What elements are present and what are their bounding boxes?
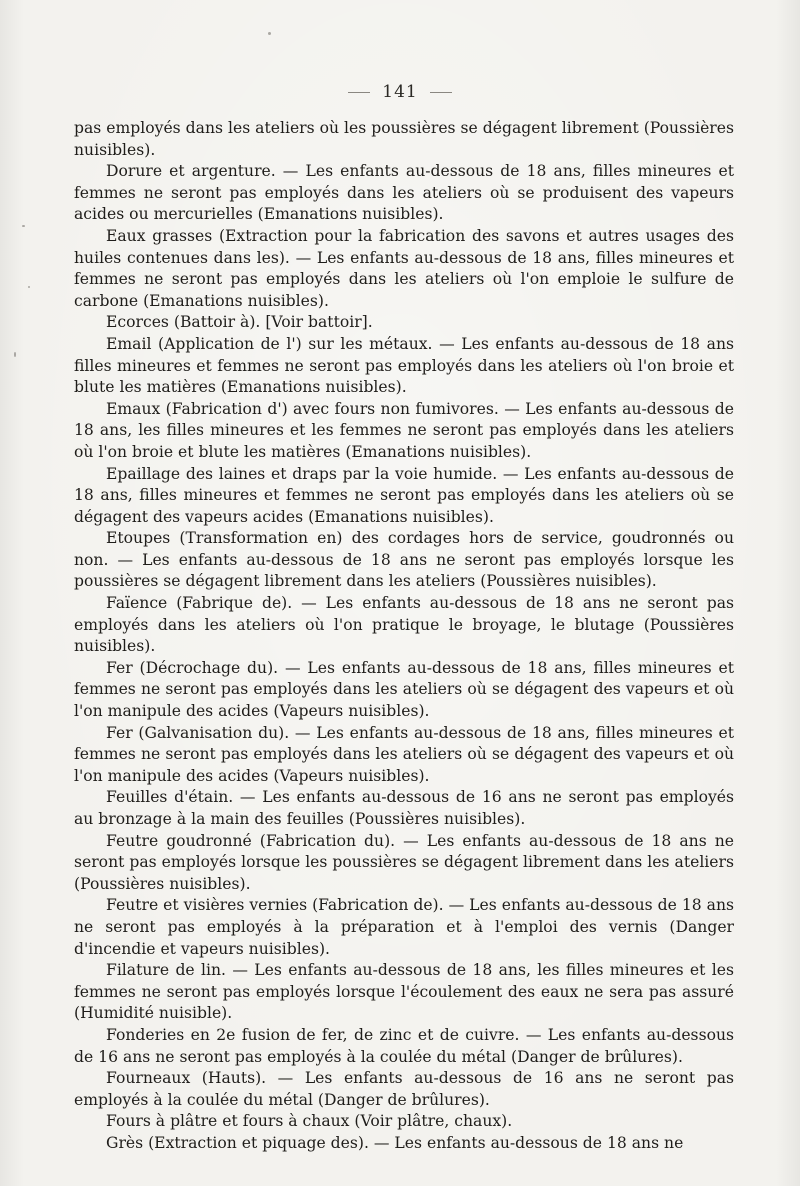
paragraph: Dorure et argenture. — Les enfants au-dessous de 18 ans, filles mineures et femmes ne seront pas employés dans les ateliers où se produisent des vapeurs acides ou mercurielles (Emanations nuisibles). [74,162,734,224]
page-body [74,118,734,1155]
paragraph: Faïence (Fabrique de). — Les enfants au-dessous de 18 ans ne seront pas employés dans les ateliers où l'on pratique le broyage, le blutage (Poussières nuisibles). [74,594,734,656]
paragraph: Fourneaux (Hauts). — Les enfants au-dessous de 16 ans ne seront pas employés à la coulée du métal (Danger de brûlures). [74,1069,734,1109]
paragraph: Epaillage des laines et draps par la voie humide. — Les enfants au-dessous de 18 ans, filles mineures et femmes ne seront pas employés dans les ateliers où se dégagent des vapeurs acides (Emanations nuisibles). [74,464,734,526]
paragraph: Filature de lin. — Les enfants au-dessous de 18 ans, les filles mineures et les femmes ne seront pas employés lorsque l'écoulement des eaux ne sera pas assuré (Humidité nuisible). [74,961,734,1023]
page-number-dash-left [348,92,370,93]
paper-speck [28,286,30,288]
paragraph: Fours à plâtre et fours à chaux (Voir plâtre, chaux). [106,1112,513,1131]
paragraph: pas employés dans les ateliers où les poussières se dégagent librement (Poussières nuisibles). [74,119,734,159]
paper-speck [14,352,16,357]
paragraph: Emaux (Fabrication d') avec fours non fumivores. — Les enfants au-dessous de 18 ans, les filles mineures et les femmes ne seront pas employés dans les ateliers où l'on broie et blute les matières (Emanations nuisibles). [74,399,734,461]
paragraph: Ecorces (Battoir à). [Voir battoir]. [106,313,373,332]
paragraph: Feutre et visières vernies (Fabrication de). — Les enfants au-dessous de 18 ans ne seront pas employés à la préparation et à l'emploi des vernis (Danger d'incendie et vapeurs nuisibles). [74,896,734,958]
page-number-dash-right [430,92,452,93]
paragraph: Feutre goudronné (Fabrication du). — Les enfants au-dessous de 18 ans ne seront pas employés lorsque les poussières se dégagent librement dans les ateliers (Poussières nuisibles). [74,831,734,893]
paper-speck [22,225,25,227]
page-number-text: 141 [382,82,418,102]
paragraph: Fer (Décrochage du). — Les enfants au-dessous de 18 ans, filles mineures et femmes ne seront pas employés dans les ateliers où se dégagent des vapeurs et où l'on manipule des acides (Vapeurs nuisibles). [74,658,734,721]
paragraph: Feuilles d'étain. — Les enfants au-dessous de 16 ans ne seront pas employés au bronzage à la main des feuilles (Poussières nuisibles). [74,788,734,828]
paragraph: Email (Application de l') sur les métaux. — Les enfants au-dessous de 18 ans filles mineures et femmes ne seront pas employés dans les ateliers où l'on broie et blute les matières (Emanations nuisibles). [74,334,734,397]
paragraph: Eaux grasses (Extraction pour la fabrication des savons et autres usages des huiles contenues dans les). — Les enfants au-dessous de 18 ans, filles mineures et femmes ne seront pas employés dans les ateliers où l'on emploie le sulfure de carbone (Emanations nuisibles). [74,226,734,310]
paragraph: Grès (Extraction et piquage des). — Les enfants au-dessous de 18 ans ne [106,1133,684,1152]
paper-speck [268,32,271,35]
paragraph: Etoupes (Transformation en) des cordages hors de service, goudronnés ou non. — Les enfants au-dessous de 18 ans ne seront pas employés lorsque les poussières se dégagent librement dans les ateliers (Poussières nuisibles). [74,529,734,591]
paragraph: Fonderies en 2e fusion de fer, de zinc et de cuivre. — Les enfants au-dessous de 16 ans ne seront pas employés à la coulée du métal (Danger de brûlures). [74,1025,734,1066]
page-number [0,82,800,102]
paragraph: Fer (Galvanisation du). — Les enfants au-dessous de 18 ans, filles mineures et femmes ne seront pas employés dans les ateliers où se dégagent des vapeurs et où l'on manipule des acides (Vapeurs nuisibles). [74,723,734,785]
